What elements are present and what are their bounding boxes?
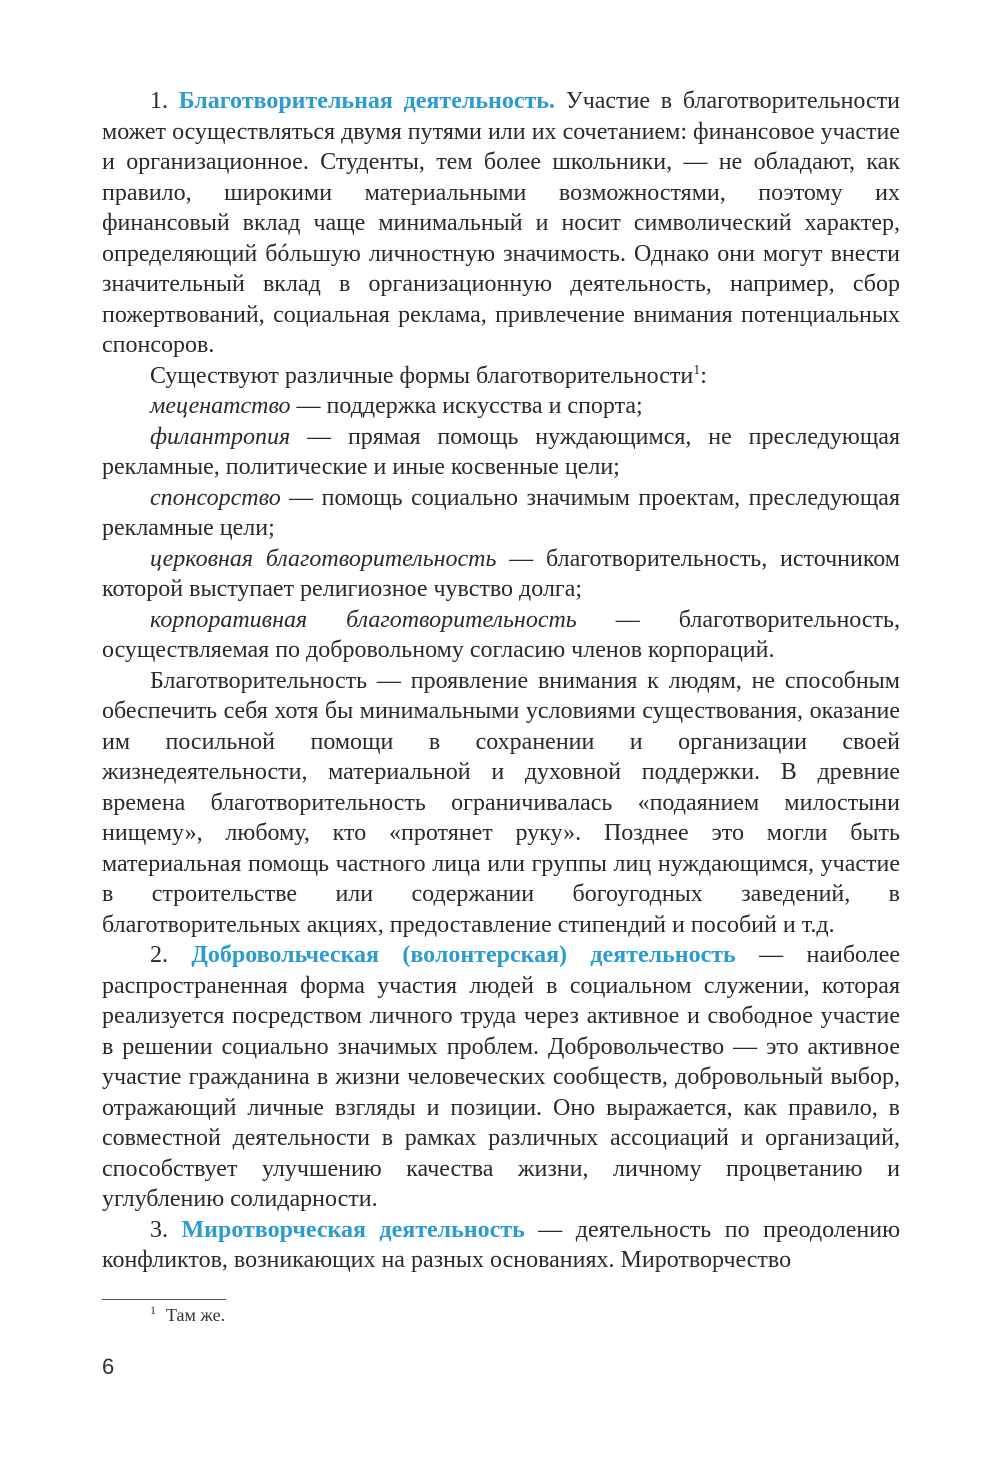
paragraph-text: Участие в благотворительности может осуществляться двумя путями или их сочетанием: финансовое участие и организационное. Студенты, тем более школьники, — не обладают, как правило, широкими материальными возможностями, поэтому их финансовый вклад чаще минимальный и носит символический характер, определяющий бóльшую личностную значимость. Однако они могут внести значительный вклад в организационную деятельность, например, сбор пожертвований, социальная реклама, привлечение внимания потенциальных спонсоров. bbox=[102, 88, 901, 358]
form-term: церковная благотворительность bbox=[150, 545, 497, 572]
paragraph-charity-definition: Благотворительность — проявление внимания к людям, не способным обеспечить себя хотя бы минимальными условиями существования, оказание им посильной помощи в сохранении и организации своей жизнедеятельности, материальной и духовной поддержки. В древние времена благотворительность ограничивалась «подаянием милостыни нищему», любому, кто «протянет руку». Позднее это могли быть материальная помощь частного лица или группы лиц нуждающимся, участие в строительстве или содержании богоугодных заведений, в благотворительных акциях, предоставление стипендий и пособий и т.д. bbox=[102, 667, 900, 938]
heading-peacekeeping-activity: Миротворческая деятельность bbox=[181, 1216, 525, 1243]
paragraph-text: — деятельность по преодолению конфликтов, возникающих на разных основаниях. Миротворчество bbox=[102, 1216, 901, 1273]
footnote bbox=[150, 1303, 225, 1327]
paragraph-charity-activity bbox=[102, 86, 900, 361]
form-text: — благотворительность, осуществляемая по добровольному согласию членов корпораций. bbox=[102, 606, 900, 663]
form-text: — помощь социально значимым проектам, преследующая рекламные цели; bbox=[102, 484, 900, 541]
footnote-mark: 1 bbox=[150, 1303, 156, 1317]
heading-charity-activity: Благотворительная деятельность. bbox=[178, 88, 555, 114]
form-item bbox=[102, 483, 900, 544]
form-item bbox=[102, 422, 900, 483]
paragraph-volunteer-activity bbox=[102, 940, 900, 1215]
item-number: 2. bbox=[150, 942, 168, 968]
form-item bbox=[102, 391, 900, 422]
page-body bbox=[102, 86, 900, 1276]
footnote-divider bbox=[102, 1299, 226, 1300]
form-text: — поддержка искусства и спорта; bbox=[290, 393, 643, 419]
form-item bbox=[102, 605, 900, 666]
item-number: 1. bbox=[150, 88, 168, 114]
form-text: — прямая помощь нуждающимся, не преследующая рекламные, политические и иные косвенные цели; bbox=[102, 423, 900, 480]
forms-intro bbox=[102, 361, 900, 392]
form-term: спонсорство bbox=[150, 484, 281, 511]
page-number: 6 bbox=[102, 1354, 115, 1379]
form-term: меценатство bbox=[150, 393, 291, 419]
forms-intro-text: Существуют различные формы благотворительности bbox=[150, 362, 694, 389]
footnote-text: Там же. bbox=[166, 1305, 226, 1325]
paragraph-text: — наиболее распространенная форма участия людей в социальном служении, которая реализуется посредством личного труда через активное и свободное участие в решении социально значимых проблем. Добровольчество — это активное участие гражданина в жизни человеческих сообществ, добровольный выбор, отражающий личные взгляды и позиции. Оно выражается, как правило, в совместной деятельности в рамках различных ассоциаций и организаций, способствует улучшению качества жизни, личному процветанию и углублению солидарности. bbox=[102, 942, 901, 1212]
form-term: филантропия bbox=[150, 423, 291, 450]
heading-volunteer-activity: Добровольческая (волонтерская) деятельность bbox=[191, 942, 736, 968]
forms-intro-colon: : bbox=[700, 362, 707, 389]
item-number: 3. bbox=[150, 1216, 168, 1243]
footnote-ref: 1 bbox=[693, 362, 701, 378]
paragraph-peacekeeping-activity bbox=[102, 1215, 900, 1276]
form-item bbox=[102, 544, 900, 605]
form-text: — благотворительность, источником которой выступает религиозное чувство долга; bbox=[102, 545, 900, 602]
form-term: корпоративная благотворительность bbox=[150, 606, 577, 633]
